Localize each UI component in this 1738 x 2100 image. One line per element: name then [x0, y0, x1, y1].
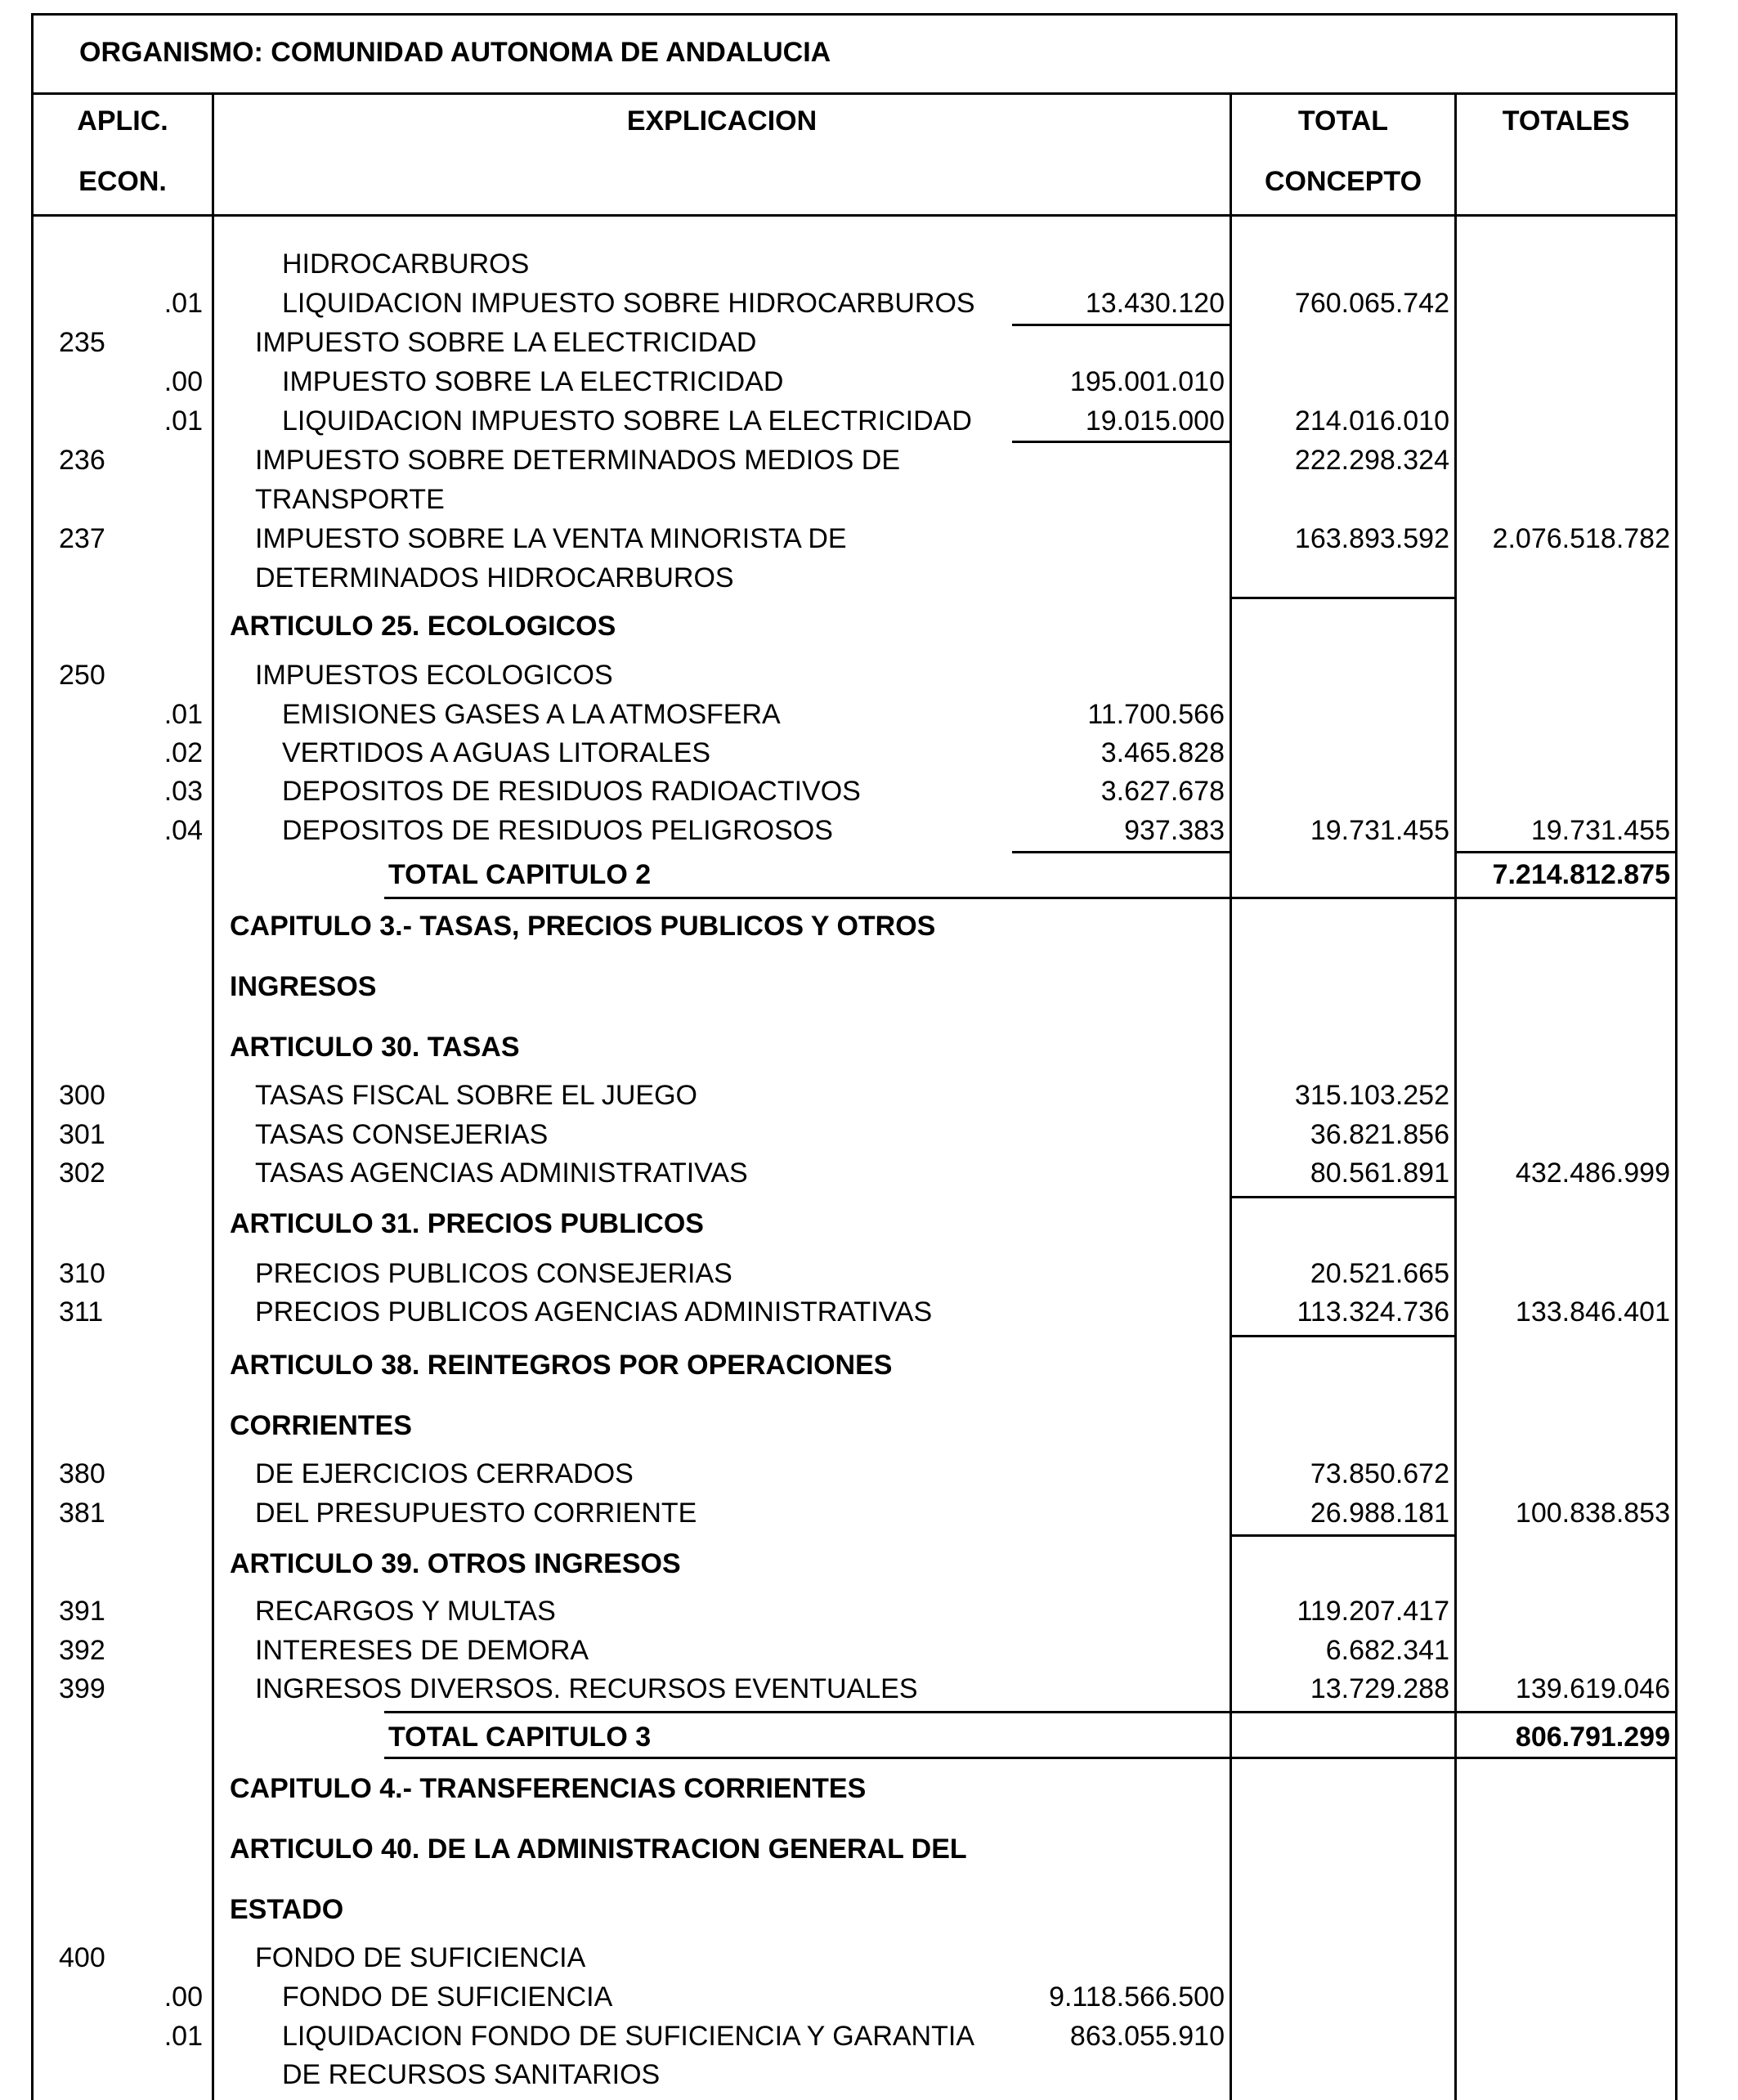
row-description: IMPUESTO SOBRE LA ELECTRICIDAD — [255, 327, 757, 358]
row-code: 392 — [59, 1635, 105, 1666]
row-concept-total: 760.065.742 — [1294, 288, 1449, 319]
header-econ: ECON. — [78, 166, 167, 197]
row-subcode: .01 — [163, 405, 203, 437]
row-heading: INGRESOS — [230, 971, 377, 1002]
header-concepto: CONCEPTO — [1264, 166, 1422, 197]
row-code: 302 — [59, 1157, 105, 1189]
row-heading: TOTAL CAPITULO 2 — [388, 859, 652, 890]
header-explicacion: EXPLICACION — [626, 105, 817, 137]
row-concept-total: 73.850.672 — [1310, 1458, 1449, 1489]
rule-concept-237 — [1230, 597, 1456, 599]
row-partial-amount: 11.700.566 — [1087, 699, 1225, 730]
row-grand-total: 2.076.518.782 — [1492, 523, 1670, 554]
row-code: 380 — [59, 1458, 105, 1489]
row-concept-total: 119.207.417 — [1297, 1596, 1449, 1627]
row-concept-total: 19.731.455 — [1310, 815, 1449, 846]
row-concept-total: 6.682.341 — [1325, 1635, 1449, 1666]
row-description: TRANSPORTE — [255, 484, 445, 515]
row-concept-total: 13.729.288 — [1310, 1673, 1449, 1704]
rule-partial-hidrocarburos — [1012, 324, 1230, 326]
row-code: 235 — [59, 327, 105, 358]
row-description: IMPUESTO SOBRE LA VENTA MINORISTA DE — [255, 523, 847, 554]
row-description: FONDO DE SUFICIENCIA — [282, 1981, 613, 2013]
row-code: 381 — [59, 1498, 105, 1529]
row-code: 400 — [59, 1942, 105, 1973]
row-subcode: .00 — [163, 1981, 203, 2013]
col-divider-concepto — [1454, 92, 1457, 2100]
row-description: RECARGOS Y MULTAS — [255, 1596, 556, 1627]
col-divider-explicacion — [1230, 92, 1232, 2100]
row-description: IMPUESTO SOBRE LA ELECTRICIDAD — [282, 366, 784, 397]
row-description: PRECIOS PUBLICOS CONSEJERIAS — [255, 1258, 732, 1289]
row-description: TASAS FISCAL SOBRE EL JUEGO — [255, 1080, 697, 1111]
row-heading: CAPITULO 3.- TASAS, PRECIOS PUBLICOS Y OTROS — [230, 911, 936, 942]
row-description: DE EJERCICIOS CERRADOS — [255, 1458, 634, 1489]
frame-top-border — [31, 13, 1678, 16]
row-description: DETERMINADOS HIDROCARBUROS — [255, 562, 734, 593]
row-description: IMPUESTOS ECOLOGICOS — [255, 660, 613, 691]
rule-total-cap2-bottom — [384, 897, 1678, 899]
frame-left-border — [31, 13, 34, 2100]
row-heading: CORRIENTES — [230, 1410, 412, 1441]
rule-total-cap3-top — [384, 1711, 1678, 1713]
row-description: HIDROCARBUROS — [282, 249, 530, 280]
row-concept-total: 36.821.856 — [1310, 1119, 1449, 1150]
row-partial-amount: 9.118.566.500 — [1049, 1981, 1225, 2013]
row-description: DEPOSITOS DE RESIDUOS RADIOACTIVOS — [282, 776, 861, 807]
row-grand-total: 7.214.812.875 — [1492, 859, 1670, 890]
row-description: INTERESES DE DEMORA — [255, 1635, 589, 1666]
header-aplic: APLIC. — [77, 105, 168, 137]
row-description: IMPUESTO SOBRE DETERMINADOS MEDIOS DE — [255, 445, 901, 476]
rule-partial-250 — [1012, 851, 1230, 853]
row-code: 311 — [59, 1296, 104, 1328]
row-subcode: .03 — [163, 776, 203, 807]
row-description: INGRESOS DIVERSOS. RECURSOS EVENTUALES — [255, 1673, 918, 1704]
row-subcode: .01 — [163, 288, 203, 319]
row-grand-total: 100.838.853 — [1515, 1498, 1670, 1529]
row-heading: ARTICULO 40. DE LA ADMINISTRACION GENERAL DEL — [230, 1834, 967, 1865]
organismo-title: ORGANISMO: COMUNIDAD AUTONOMA DE ANDALUCIA — [79, 37, 831, 68]
row-description: TASAS AGENCIAS ADMINISTRATIVAS — [255, 1157, 748, 1189]
row-grand-total: 133.846.401 — [1515, 1296, 1670, 1328]
rule-concept-311 — [1230, 1335, 1456, 1337]
title-bottom-border — [31, 92, 1678, 95]
row-code: 236 — [59, 445, 105, 476]
row-concept-total: 20.521.665 — [1310, 1258, 1449, 1289]
row-description: DEPOSITOS DE RESIDUOS PELIGROSOS — [282, 815, 833, 846]
row-description: VERTIDOS A AGUAS LITORALES — [282, 737, 711, 768]
row-concept-total: 315.103.252 — [1294, 1080, 1449, 1111]
row-description: DEL PRESUPUESTO CORRIENTE — [255, 1498, 697, 1529]
rule-total-cap3-bottom — [384, 1757, 1678, 1759]
row-grand-total: 432.486.999 — [1515, 1157, 1670, 1189]
rule-partial-electricidad — [1012, 441, 1230, 443]
row-grand-total: 139.619.046 — [1515, 1673, 1670, 1704]
row-partial-amount: 863.055.910 — [1069, 2021, 1225, 2052]
row-heading: ARTICULO 25. ECOLOGICOS — [230, 611, 616, 642]
row-concept-total: 80.561.891 — [1310, 1157, 1449, 1189]
row-description: DE RECURSOS SANITARIOS — [282, 2059, 661, 2090]
row-concept-total: 26.988.181 — [1310, 1498, 1449, 1529]
row-heading: TOTAL CAPITULO 3 — [388, 1722, 652, 1753]
row-subcode: .04 — [163, 815, 203, 846]
row-description: FONDO DE SUFICIENCIA — [255, 1942, 586, 1973]
row-code: 391 — [59, 1596, 105, 1627]
row-description: PRECIOS PUBLICOS AGENCIAS ADMINISTRATIVAS — [255, 1296, 933, 1328]
row-description: TASAS CONSEJERIAS — [255, 1119, 549, 1150]
row-partial-amount: 13.430.120 — [1085, 288, 1225, 319]
row-heading: ARTICULO 38. REINTEGROS POR OPERACIONES — [230, 1350, 893, 1381]
rule-total-cap2-top — [1454, 851, 1678, 853]
row-code: 310 — [59, 1258, 105, 1289]
rule-concept-302 — [1230, 1196, 1456, 1198]
row-code: 399 — [59, 1673, 105, 1704]
header-totales: TOTALES — [1502, 105, 1630, 137]
row-code: 300 — [59, 1080, 105, 1111]
row-heading: ARTICULO 39. OTROS INGRESOS — [230, 1548, 681, 1579]
row-grand-total: 806.791.299 — [1515, 1722, 1670, 1753]
row-heading: ARTICULO 30. TASAS — [230, 1032, 520, 1063]
row-description: LIQUIDACION FONDO DE SUFICIENCIA Y GARANTIA — [282, 2021, 974, 2052]
row-subcode: .02 — [163, 737, 203, 768]
row-partial-amount: 195.001.010 — [1069, 366, 1225, 397]
row-subcode: .00 — [163, 366, 203, 397]
row-concept-total: 113.324.736 — [1297, 1296, 1449, 1328]
row-partial-amount: 3.465.828 — [1100, 737, 1225, 768]
row-concept-total: 214.016.010 — [1294, 405, 1449, 437]
row-concept-total: 163.893.592 — [1294, 523, 1449, 554]
header-bottom-border — [31, 214, 1678, 217]
row-concept-total: 222.298.324 — [1294, 445, 1449, 476]
row-description: EMISIONES GASES A LA ATMOSFERA — [282, 699, 781, 730]
row-subcode: .01 — [163, 699, 203, 730]
row-partial-amount: 19.015.000 — [1085, 405, 1225, 437]
row-code: 237 — [59, 523, 105, 554]
frame-right-border — [1675, 13, 1678, 2100]
row-partial-amount: 3.627.678 — [1100, 776, 1225, 807]
row-code: 301 — [59, 1119, 105, 1150]
header-total: TOTAL — [1297, 105, 1389, 137]
row-heading: CAPITULO 4.- TRANSFERENCIAS CORRIENTES — [230, 1773, 867, 1804]
row-heading: ESTADO — [230, 1894, 344, 1925]
row-partial-amount: 937.383 — [1124, 815, 1225, 846]
row-subcode: .01 — [163, 2021, 203, 2052]
row-description: LIQUIDACION IMPUESTO SOBRE HIDROCARBUROS — [282, 288, 975, 319]
col-divider-aplic — [212, 92, 214, 2100]
row-heading: ARTICULO 31. PRECIOS PUBLICOS — [230, 1208, 704, 1239]
row-description: LIQUIDACION IMPUESTO SOBRE LA ELECTRICIDAD — [282, 405, 972, 437]
rule-concept-381 — [1230, 1534, 1456, 1537]
row-code: 250 — [59, 660, 105, 691]
row-grand-total: 19.731.455 — [1530, 815, 1670, 846]
